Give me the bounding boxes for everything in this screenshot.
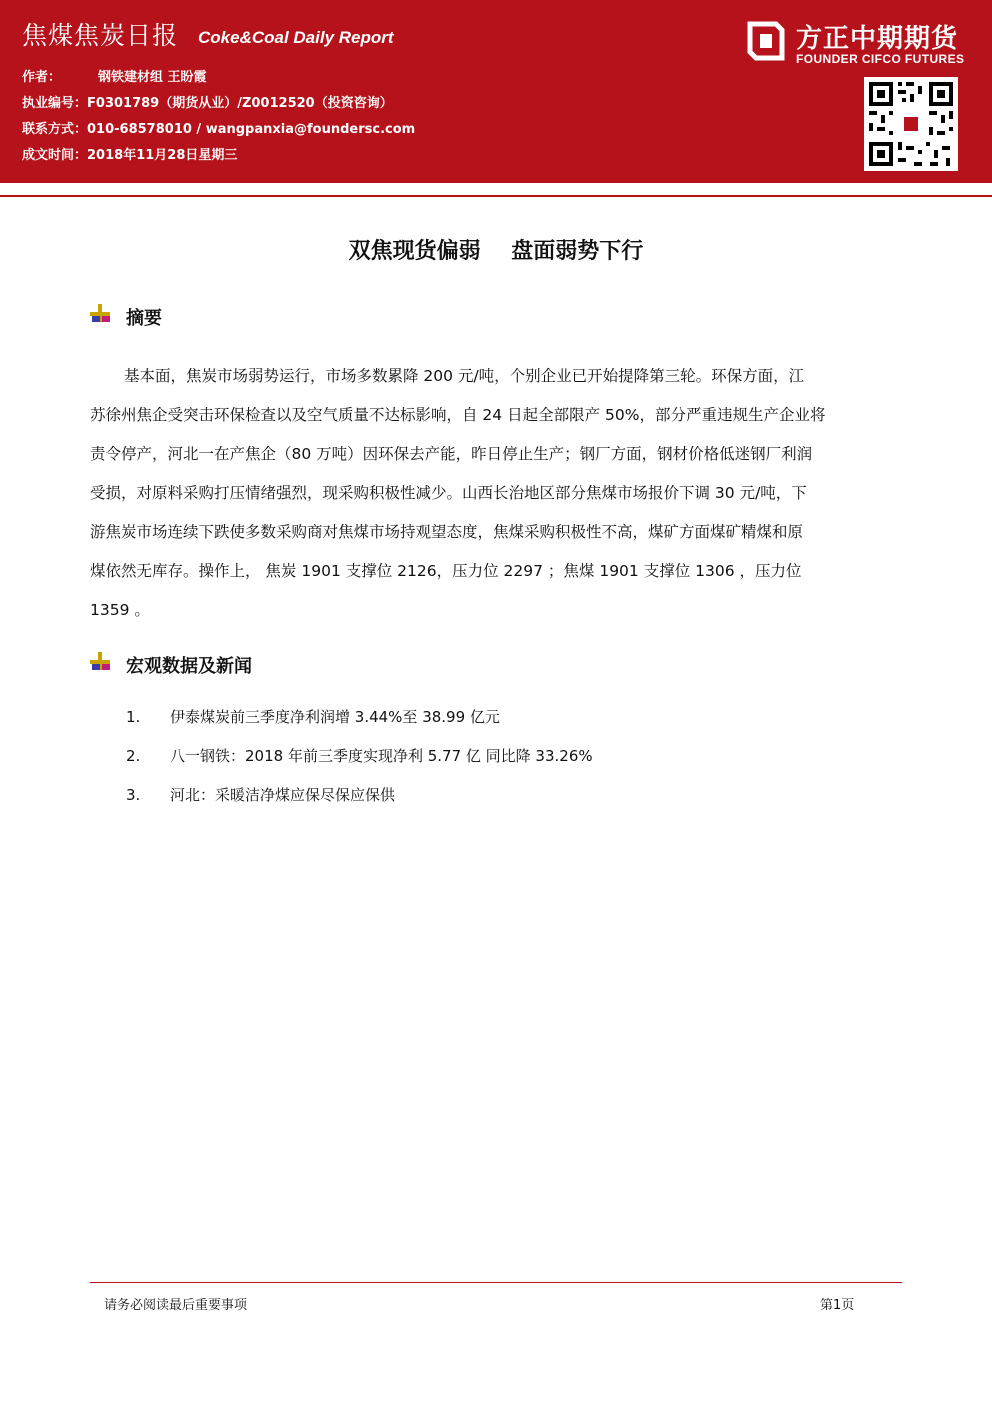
footer-notice: 请务必阅读最后重要事项 (104, 1298, 248, 1313)
contact-value: 010-68578010 / wangpanxia@foundersc.com (87, 122, 416, 137)
news-item-text: 伊泰煤炭前三季度净利润增 3.44%至 38.99 亿元 (170, 708, 500, 726)
logo-chinese-name: 方正中期期货 (796, 24, 959, 54)
summary-line: 1359 。 (90, 601, 150, 619)
author-value: 钢铁建材组 王盼霞 (98, 70, 207, 85)
news-item (126, 706, 500, 727)
page-number: 第1页 (820, 1298, 855, 1313)
header-divider (0, 183, 992, 197)
summary-line: 苏徐州焦企受突击环保检查以及空气质量不达标影响，自 24 日起全部限产 50%，部分严重违规生产企业将 (90, 406, 826, 424)
author-row (22, 66, 207, 85)
macro-heading: 宏观数据及新闻 (126, 656, 252, 677)
summary-line: 基本面，焦炭市场弱势运行，市场多数累降 200 元/吨，个别企业已开始提降第三轮。环保方面，江 (124, 367, 805, 385)
license-value: F0301789（期货从业）/Z0012520（投资咨询） (87, 96, 393, 111)
company-logo (746, 20, 976, 70)
license-label: 执业编号： (22, 96, 88, 111)
section-bullet-icon (90, 652, 112, 674)
report-subtitle: Coke&Coal Daily Report (198, 28, 394, 47)
license-row (22, 92, 393, 111)
date-value: 2018年11月28日星期三 (87, 148, 238, 163)
date-label: 成文时间： (22, 148, 88, 163)
news-item (126, 784, 395, 805)
report-header (0, 0, 992, 183)
summary-heading: 摘要 (126, 308, 162, 329)
document-title: 双焦现货偏弱 盘面弱势下行 (348, 239, 644, 264)
report-title: 焦煤焦炭日报 (22, 21, 179, 50)
summary-line: 受损，对原料采购打压情绪强烈，现采购积极性减少。山西长治地区部分焦煤市场报价下调 30 元/吨，下 (90, 484, 807, 502)
news-item-number: 2. (126, 747, 141, 765)
news-item-number: 3. (126, 786, 141, 804)
founder-logo-icon (746, 20, 786, 62)
logo-english-name: FOUNDER CIFCO FUTURES (796, 52, 965, 66)
summary-line: 责令停产，河北一在产焦企（80 万吨）因环保去产能，昨日停止生产；钢厂方面，钢材价格低迷钢厂利润 (90, 445, 813, 463)
news-item-text: 河北：采暖洁净煤应保尽保应保供 (170, 786, 396, 804)
news-item (126, 745, 593, 766)
date-row (22, 144, 237, 163)
contact-label: 联系方式： (22, 122, 88, 137)
summary-line: 游焦炭市场连续下跌使多数采购商对焦煤市场持观望态度，焦煤采购积极性不高，煤矿方面煤矿精煤和原 (90, 523, 804, 541)
news-item-text: 八一钢铁：2018 年前三季度实现净利 5.77 亿 同比降 33.26% (170, 747, 593, 765)
section-bullet-icon (90, 304, 112, 326)
summary-paragraph (90, 357, 900, 630)
footer-divider (90, 1282, 902, 1283)
contact-row (22, 118, 415, 137)
summary-line: 煤依然无库存。操作上， 焦炭 1901 支撑位 2126，压力位 2297 ；焦煤 1901 支撑位 1306 ，压力位 (90, 562, 802, 580)
qr-code-icon (864, 77, 958, 171)
author-label: 作者： (22, 70, 62, 85)
news-item-number: 1. (126, 708, 141, 726)
